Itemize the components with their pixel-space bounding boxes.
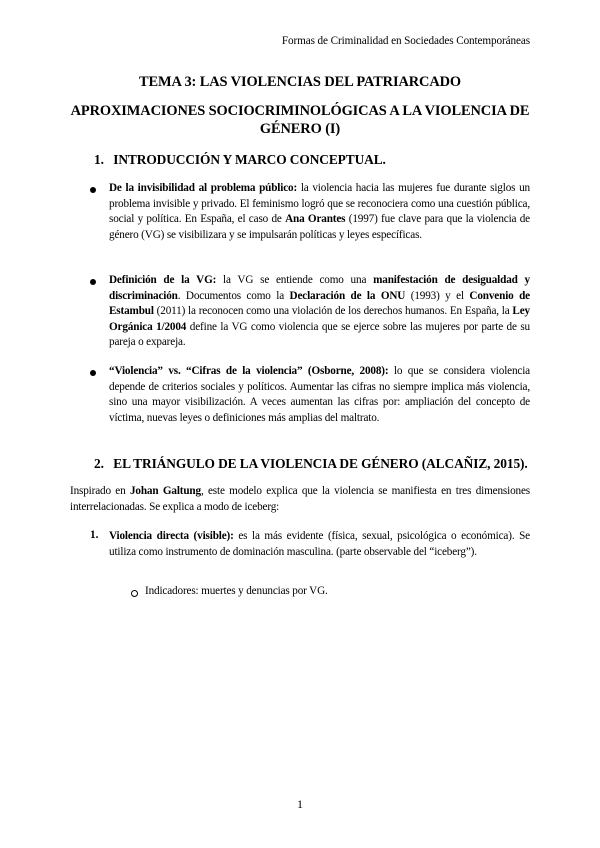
section-title: INTRODUCCIÓN Y MARCO CONCEPTUAL. [113, 152, 386, 167]
bullet-paragraph-1: De la invisibilidad al problema público: la violencia hacia las mujeres fue durante siglos un problema invisible y privado. El feminismo logró que se reconociera como una cuestión pública, social y política. En España, el caso de Ana Orantes (1997) fue clave para que la violencia de género (VG) se visibilizara y se impulsarán políticas y leyes específicas. [109, 182, 530, 241]
running-header: Formas de Criminalidad en Sociedades Contemporáneas [281, 35, 530, 47]
bullet-paragraph-2: Definición de la VG: la VG se entiende como una manifestación de desigualdad y discriminación. Documentos como la Declaración de la ONU (1993) y el Convenio de Estambul (2011) la reconocen como una violación de los derechos humanos. En España, la Ley Orgánica 1/2004 define la VG como violencia que se ejerce sobre las mujeres por parte de su pareja o expareja. [109, 274, 530, 348]
section-title: EL TRIÁNGULO DE LA VIOLENCIA DE GÉNERO (ALCAÑIZ, 2015). [113, 456, 528, 471]
section-number: 1. [94, 152, 104, 167]
circle-bullet-icon [131, 590, 138, 597]
chapter-subtitle: APROXIMACIONES SOCIOCRIMINOLÓGICAS A LA VIOLENCIA DE GÉNERO (I) [70, 103, 530, 137]
chapter-title: TEMA 3: LAS VIOLENCIAS DEL PATRIARCADO [138, 74, 462, 90]
section-2-intro: Inspirado en Johan Galtung, este modelo explica que la violencia se manifiesta en tres dimensiones interrelacionadas. Se explica a modo de iceberg: [70, 485, 530, 513]
bullet-icon [90, 187, 96, 193]
numbered-item-1: Violencia directa (visible): es la más evidente (física, sexual, psicológica o económica). Se utiliza como instrumento de dominación masculina. (parte observable del “iceberg”). [109, 530, 530, 558]
section-number: 2. [94, 456, 104, 471]
bullet-icon [90, 279, 96, 285]
bullet-paragraph-3: “Violencia” vs. “Cifras de la violencia” (Osborne, 2008): lo que se considera violencia depende de criterios sociales y políticos. Aumentar las cifras no siempre implica más violencia, sino una mayor visibilización. A veces aumentan las cifras por: ampliación del concepto de víctima, nuevas leyes o definiciones más amplias del maltrato. [109, 365, 530, 424]
numbered-item-label: 1. [90, 529, 99, 541]
page-number: 1 [297, 797, 303, 811]
section-heading-1 [94, 152, 386, 168]
sub-item: Indicadores: muertes y denuncias por VG. [145, 585, 328, 597]
section-heading-2 [94, 456, 528, 472]
bullet-icon [90, 370, 96, 376]
